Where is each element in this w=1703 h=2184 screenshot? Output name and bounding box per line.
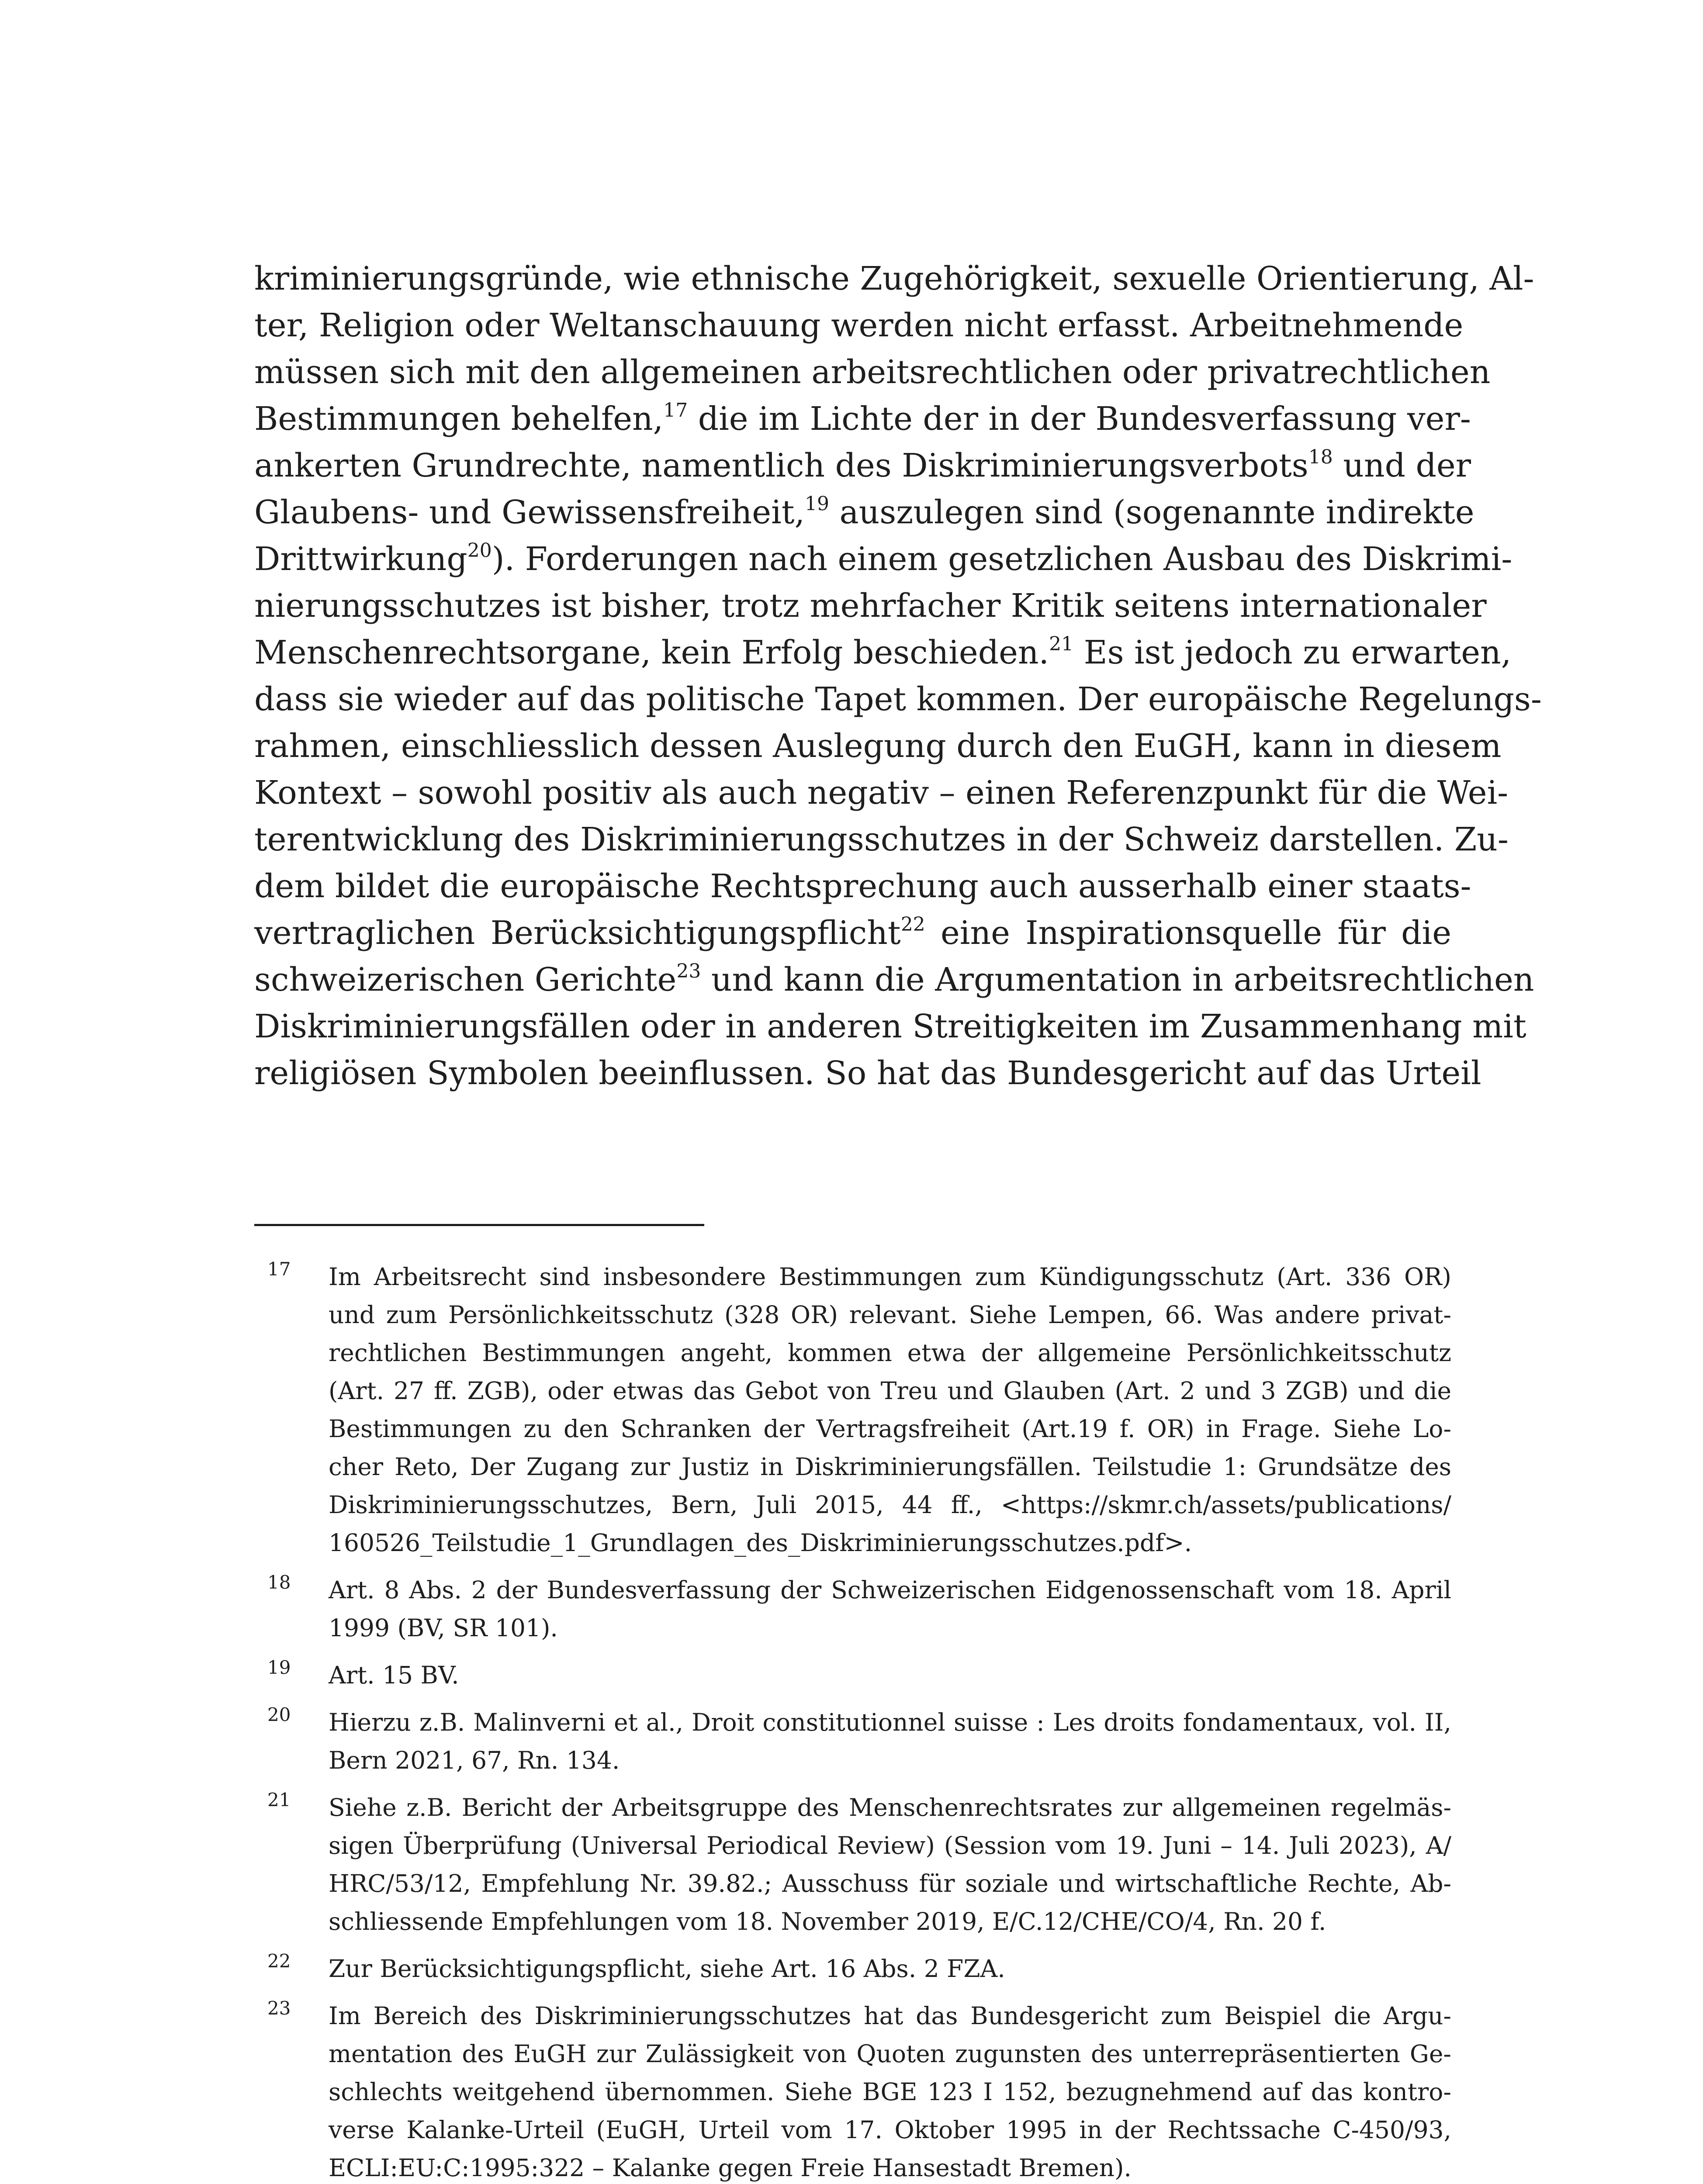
footnote-reference[interactable]: 21 bbox=[1049, 633, 1074, 656]
footnote-line: Art. 15 BV. bbox=[329, 1661, 459, 1689]
body-text-span: und kann die Argumentation in arbeitsrechtlichen bbox=[701, 961, 1534, 999]
footnote-line: und zum Persönlichkeitsschutz (328 OR) relevant. Siehe Lempen, 66. Was andere privat- bbox=[329, 1301, 1451, 1329]
footnote-line: ECLI:EU:C:1995:322 – Kalanke gegen Freie Hansestadt Bremen). bbox=[329, 2154, 1132, 2182]
body-text-span: und der bbox=[1333, 447, 1471, 484]
footnote-line: schliessende Empfehlungen vom 18. November 2019, E/C.12/CHE/CO/4, Rn. 20 f. bbox=[329, 1908, 1326, 1935]
body-line: terentwicklung des Diskriminierungsschutzes in der Schweiz darstellen. Zu- bbox=[254, 821, 1509, 858]
footnote-number: 21 bbox=[267, 1789, 291, 1811]
footnote-line: Bestimmungen zu den Schranken der Vertragsfreiheit (Art.19 f. OR) in Frage. Siehe Lo- bbox=[329, 1415, 1451, 1443]
body-line bbox=[254, 910, 1451, 957]
footnote-reference[interactable]: 18 bbox=[1308, 446, 1333, 469]
footnote-number: 17 bbox=[267, 1258, 291, 1280]
body-line: rahmen, einschliesslich dessen Auslegung durch den EuGH, kann in diesem bbox=[254, 727, 1502, 765]
body-line bbox=[254, 629, 1512, 676]
body-text-span: Bestimmungen behelfen, bbox=[254, 400, 664, 438]
footnotes bbox=[254, 1258, 1451, 2184]
body-line: Diskriminierungsfällen oder in anderen Streitigkeiten im Zusammenhang mit bbox=[254, 1008, 1526, 1045]
footnote-line: Diskriminierungsschutzes, Bern, Juli 2015, 44 ff., <https://skmr.ch/assets/publications/ bbox=[329, 1491, 1451, 1519]
body-text-span: ankerten Grundrechte, namentlich des Diskriminierungsverbots bbox=[254, 447, 1308, 484]
footnote-number: 19 bbox=[267, 1657, 291, 1678]
footnote-line: HRC/53/12, Empfehlung Nr. 39.82.; Ausschuss für soziale und wirtschaftliche Rechte, Ab- bbox=[329, 1870, 1451, 1897]
body-line: kriminierungsgründe, wie ethnische Zugehörigkeit, sexuelle Orientierung, Al- bbox=[254, 260, 1534, 297]
footnote-line: Im Bereich des Diskriminierungsschutzes hat das Bundesgericht zum Beispiel die Argu- bbox=[329, 2002, 1451, 2030]
footnote-line: 160526_Teilstudie_1_Grundlagen_des_Diskriminierungsschutzes.pdf>. bbox=[329, 1529, 1192, 1557]
body-line: nierungsschutzes ist bisher, trotz mehrfacher Kritik seitens internationaler bbox=[254, 587, 1487, 625]
footnote-21 bbox=[254, 1789, 1451, 1941]
footnote-reference[interactable]: 20 bbox=[467, 539, 492, 562]
body-line bbox=[254, 396, 1471, 442]
body-text-span: Drittwirkung bbox=[254, 540, 467, 578]
body-line bbox=[254, 536, 1513, 583]
footnote-line: (Art. 27 ff. ZGB), oder etwas das Gebot von Treu und Glauben (Art. 2 und 3 ZGB) und die bbox=[329, 1377, 1451, 1405]
body-text-span: Es ist jedoch zu erwarten, bbox=[1073, 634, 1512, 671]
body-line bbox=[254, 489, 1475, 536]
footnote-line: 1999 (BV, SR 101). bbox=[329, 1614, 558, 1642]
body-text-span: Glaubens- und Gewissensfreiheit, bbox=[254, 494, 805, 531]
footnote-line: Siehe z.B. Bericht der Arbeitsgruppe des Menschenrechtsrates zur allgemeinen regelmäs- bbox=[329, 1794, 1451, 1821]
body-text-span: vertraglichen Berücksichtigungspflicht bbox=[254, 914, 901, 952]
body-text-span: schweizerischen Gerichte bbox=[254, 961, 677, 999]
body-line: dass sie wieder auf das politische Tapet kommen. Der europäische Regelungs- bbox=[254, 681, 1542, 718]
footnote-23 bbox=[254, 1997, 1451, 2184]
footnote-number: 23 bbox=[267, 1997, 291, 2019]
footnote-reference[interactable]: 22 bbox=[900, 913, 925, 936]
body-line bbox=[254, 957, 1534, 1003]
body-line: religiösen Symbolen beeinflussen. So hat das Bundesgericht auf das Urteil bbox=[254, 1054, 1481, 1092]
footnote-number: 18 bbox=[267, 1572, 291, 1593]
footnote-line: mentation des EuGH zur Zulässigkeit von Quoten zugunsten des unterrepräsentierten Ge- bbox=[329, 2040, 1451, 2068]
footnote-line: Bern 2021, 67, Rn. 134. bbox=[329, 1746, 620, 1774]
footnote-17 bbox=[254, 1258, 1451, 1562]
footnote-line: cher Reto, Der Zugang zur Justiz in Diskriminierungsfällen. Teilstudie 1: Grundsätze des bbox=[329, 1453, 1451, 1481]
body-line: müssen sich mit den allgemeinen arbeitsrechtlichen oder privatrechtlichen bbox=[254, 353, 1491, 391]
footnote-line: rechtlichen Bestimmungen angeht, kommen etwa der allgemeine Persönlichkeitsschutz bbox=[329, 1339, 1451, 1367]
footnote-separator bbox=[254, 1224, 704, 1226]
footnote-number: 20 bbox=[267, 1704, 291, 1725]
body-text-span: ). Forderungen nach einem gesetzlichen Ausbau des Diskrimi- bbox=[492, 540, 1513, 578]
body-line: ter, Religion oder Weltanschauung werden nicht erfasst. Arbeitnehmende bbox=[254, 307, 1464, 344]
footnote-number: 22 bbox=[267, 1950, 291, 1972]
footnote-reference[interactable]: 19 bbox=[805, 493, 829, 515]
body-line: Kontext – sowohl positiv als auch negativ – einen Referenzpunkt für die Wei- bbox=[254, 774, 1509, 812]
footnote-line: Im Arbeitsrecht sind insbesondere Bestimmungen zum Kündigungsschutz (Art. 336 OR) bbox=[329, 1263, 1451, 1291]
body-text bbox=[254, 256, 1542, 1097]
footnote-line: sigen Überprüfung (Universal Periodical Review) (Session vom 19. Juni – 14. Juli 2023), A/ bbox=[329, 1832, 1451, 1859]
footnote-line: schlechts weitgehend übernommen. Siehe BGE 123 I 152, bezugnehmend auf das kontro- bbox=[329, 2078, 1451, 2106]
body-text-span: auszulegen sind (sogenannte indirekte bbox=[829, 494, 1475, 531]
footnote-line: Art. 8 Abs. 2 der Bundesverfassung der Schweizerischen Eidgenossenschaft vom 18. April bbox=[329, 1576, 1451, 1604]
footnote-line: verse Kalanke-Urteil (EuGH, Urteil vom 17. Oktober 1995 in der Rechtssache C-450/93, bbox=[329, 2116, 1451, 2144]
footnote-reference[interactable]: 17 bbox=[663, 399, 688, 422]
footnote-22 bbox=[254, 1950, 1451, 1988]
footnote-reference[interactable]: 23 bbox=[676, 960, 701, 983]
footnote-19 bbox=[254, 1656, 1451, 1694]
footnote-18 bbox=[254, 1571, 1451, 1647]
body-line: dem bildet die europäische Rechtsprechung auch ausserhalb einer staats- bbox=[254, 867, 1471, 905]
body-text-span: eine Inspirationsquelle für die bbox=[925, 914, 1451, 952]
footnote-line: Zur Berücksichtigungspflicht, siehe Art. 16 Abs. 2 FZA. bbox=[329, 1955, 1005, 1983]
footnote-line: Hierzu z.B. Malinverni et al., Droit constitutionnel suisse : Les droits fondamentaux, vol. II, bbox=[329, 1708, 1451, 1736]
body-text-span: Menschenrechtsorgane, kein Erfolg beschieden. bbox=[254, 634, 1049, 671]
body-text-span: die im Lichte der in der Bundesverfassung ver- bbox=[688, 400, 1471, 438]
footnote-20 bbox=[254, 1704, 1451, 1780]
body-line bbox=[254, 442, 1471, 489]
